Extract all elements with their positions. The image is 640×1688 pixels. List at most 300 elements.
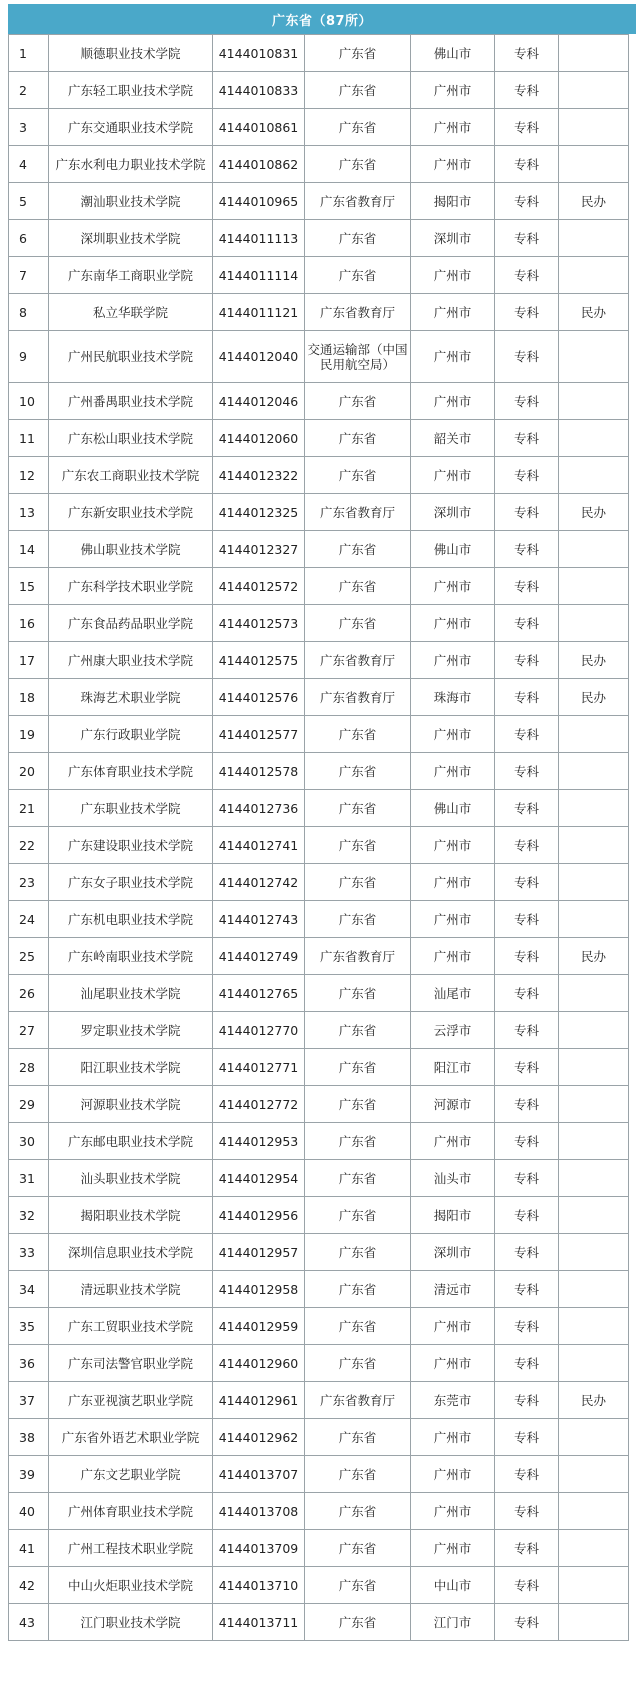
- level-cell: 专科: [495, 1308, 559, 1345]
- row-index-cell: 32: [9, 1197, 49, 1234]
- college-name-cell: 罗定职业技术学院: [49, 1012, 213, 1049]
- college-code-cell: 4144012743: [213, 901, 305, 938]
- table-row: [9, 494, 629, 531]
- table-row: [9, 605, 629, 642]
- authority-cell: 广东省: [305, 109, 411, 146]
- college-name-cell: 阳江职业技术学院: [49, 1049, 213, 1086]
- row-index-cell: 24: [9, 901, 49, 938]
- row-index-cell: 31: [9, 1160, 49, 1197]
- college-name-cell: 珠海艺术职业学院: [49, 679, 213, 716]
- city-cell: 河源市: [411, 1086, 495, 1123]
- authority-cell: 广东省: [305, 716, 411, 753]
- remark-cell: [559, 1419, 629, 1456]
- college-code-cell: 4144012953: [213, 1123, 305, 1160]
- table-row: [9, 1567, 629, 1604]
- city-cell: 韶关市: [411, 420, 495, 457]
- table-row: [9, 790, 629, 827]
- level-cell: 专科: [495, 975, 559, 1012]
- table-row: [9, 1604, 629, 1641]
- remark-cell: [559, 716, 629, 753]
- table-row: [9, 901, 629, 938]
- city-cell: 深圳市: [411, 220, 495, 257]
- college-name-cell: 广东轻工职业技术学院: [49, 72, 213, 109]
- level-cell: 专科: [495, 1197, 559, 1234]
- authority-cell: 广东省教育厅: [305, 294, 411, 331]
- authority-cell: 广东省: [305, 220, 411, 257]
- level-cell: 专科: [495, 1234, 559, 1271]
- authority-cell: 广东省: [305, 1049, 411, 1086]
- city-cell: 广州市: [411, 938, 495, 975]
- city-cell: 广州市: [411, 1123, 495, 1160]
- remark-cell: [559, 1234, 629, 1271]
- level-cell: 专科: [495, 1345, 559, 1382]
- table-row: [9, 1234, 629, 1271]
- remark-cell: 民办: [559, 183, 629, 220]
- row-index-cell: 9: [9, 331, 49, 383]
- level-cell: 专科: [495, 383, 559, 420]
- college-name-cell: 广东食品药品职业学院: [49, 605, 213, 642]
- college-name-cell: 广州体育职业技术学院: [49, 1493, 213, 1530]
- table-row: [9, 1308, 629, 1345]
- table-row: [9, 35, 629, 72]
- city-cell: 汕头市: [411, 1160, 495, 1197]
- authority-cell: 广东省教育厅: [305, 642, 411, 679]
- remark-cell: [559, 901, 629, 938]
- authority-cell: 广东省: [305, 35, 411, 72]
- city-cell: 珠海市: [411, 679, 495, 716]
- college-code-cell: 4144012765: [213, 975, 305, 1012]
- college-name-cell: 广东文艺职业学院: [49, 1456, 213, 1493]
- table-row: [9, 257, 629, 294]
- table-row: [9, 331, 629, 383]
- row-index-cell: 37: [9, 1382, 49, 1419]
- level-cell: 专科: [495, 531, 559, 568]
- college-code-cell: 4144012576: [213, 679, 305, 716]
- college-code-cell: 4144012960: [213, 1345, 305, 1382]
- authority-cell: 广东省: [305, 1456, 411, 1493]
- authority-cell: 广东省: [305, 753, 411, 790]
- college-name-cell: 潮汕职业技术学院: [49, 183, 213, 220]
- row-index-cell: 19: [9, 716, 49, 753]
- authority-cell: 广东省教育厅: [305, 183, 411, 220]
- table-row: [9, 294, 629, 331]
- authority-cell: 广东省: [305, 1271, 411, 1308]
- table-row: [9, 568, 629, 605]
- college-code-cell: 4144011113: [213, 220, 305, 257]
- table-row: [9, 1123, 629, 1160]
- city-cell: 广州市: [411, 331, 495, 383]
- college-name-cell: 广州工程技术职业学院: [49, 1530, 213, 1567]
- row-index-cell: 10: [9, 383, 49, 420]
- authority-cell: 广东省: [305, 383, 411, 420]
- table-row: [9, 827, 629, 864]
- authority-cell: 广东省: [305, 1419, 411, 1456]
- city-cell: 广州市: [411, 753, 495, 790]
- college-name-cell: 广东建设职业技术学院: [49, 827, 213, 864]
- remark-cell: 民办: [559, 1382, 629, 1419]
- authority-cell: 广东省: [305, 72, 411, 109]
- row-index-cell: 20: [9, 753, 49, 790]
- remark-cell: [559, 753, 629, 790]
- remark-cell: [559, 1271, 629, 1308]
- city-cell: 广州市: [411, 1530, 495, 1567]
- table-row: [9, 72, 629, 109]
- college-code-cell: 4144012957: [213, 1234, 305, 1271]
- authority-cell: 广东省: [305, 827, 411, 864]
- college-name-cell: 顺德职业技术学院: [49, 35, 213, 72]
- city-cell: 广州市: [411, 383, 495, 420]
- college-code-cell: 4144010833: [213, 72, 305, 109]
- table-row: [9, 1197, 629, 1234]
- college-code-cell: 4144012741: [213, 827, 305, 864]
- city-cell: 广州市: [411, 294, 495, 331]
- city-cell: 广州市: [411, 146, 495, 183]
- table-row: [9, 975, 629, 1012]
- college-name-cell: 广东行政职业学院: [49, 716, 213, 753]
- city-cell: 云浮市: [411, 1012, 495, 1049]
- remark-cell: [559, 864, 629, 901]
- city-cell: 广州市: [411, 72, 495, 109]
- level-cell: 专科: [495, 1012, 559, 1049]
- remark-cell: 民办: [559, 494, 629, 531]
- level-cell: 专科: [495, 257, 559, 294]
- row-index-cell: 4: [9, 146, 49, 183]
- authority-cell: 广东省: [305, 420, 411, 457]
- authority-cell: 广东省: [305, 568, 411, 605]
- college-code-cell: 4144012325: [213, 494, 305, 531]
- authority-cell: 广东省: [305, 1493, 411, 1530]
- level-cell: 专科: [495, 220, 559, 257]
- remark-cell: [559, 531, 629, 568]
- college-name-cell: 广东邮电职业技术学院: [49, 1123, 213, 1160]
- college-code-cell: 4144012736: [213, 790, 305, 827]
- college-code-cell: 4144013709: [213, 1530, 305, 1567]
- college-code-cell: 4144013708: [213, 1493, 305, 1530]
- table-row: [9, 420, 629, 457]
- college-code-cell: 4144010861: [213, 109, 305, 146]
- college-code-cell: 4144012040: [213, 331, 305, 383]
- college-name-cell: 广东女子职业技术学院: [49, 864, 213, 901]
- table-row: [9, 1456, 629, 1493]
- remark-cell: [559, 383, 629, 420]
- row-index-cell: 3: [9, 109, 49, 146]
- remark-cell: [559, 331, 629, 383]
- authority-cell: 广东省: [305, 864, 411, 901]
- college-code-cell: 4144013711: [213, 1604, 305, 1641]
- city-cell: 广州市: [411, 827, 495, 864]
- level-cell: 专科: [495, 457, 559, 494]
- college-name-cell: 广东新安职业技术学院: [49, 494, 213, 531]
- remark-cell: 民办: [559, 679, 629, 716]
- college-code-cell: 4144012956: [213, 1197, 305, 1234]
- row-index-cell: 16: [9, 605, 49, 642]
- remark-cell: 民办: [559, 294, 629, 331]
- level-cell: 专科: [495, 1086, 559, 1123]
- table-row: [9, 1530, 629, 1567]
- authority-cell: 广东省: [305, 1197, 411, 1234]
- level-cell: 专科: [495, 716, 559, 753]
- city-cell: 广州市: [411, 1419, 495, 1456]
- city-cell: 广州市: [411, 457, 495, 494]
- row-index-cell: 34: [9, 1271, 49, 1308]
- table-row: [9, 938, 629, 975]
- college-code-cell: 4144012322: [213, 457, 305, 494]
- remark-cell: [559, 146, 629, 183]
- college-list: [8, 4, 636, 1641]
- level-cell: 专科: [495, 1271, 559, 1308]
- college-code-cell: 4144012770: [213, 1012, 305, 1049]
- authority-cell: 广东省: [305, 1567, 411, 1604]
- authority-cell: 广东省: [305, 1345, 411, 1382]
- authority-cell: 广东省: [305, 1234, 411, 1271]
- table-row: [9, 1271, 629, 1308]
- level-cell: 专科: [495, 494, 559, 531]
- authority-cell: 广东省教育厅: [305, 1382, 411, 1419]
- row-index-cell: 6: [9, 220, 49, 257]
- row-index-cell: 42: [9, 1567, 49, 1604]
- city-cell: 揭阳市: [411, 183, 495, 220]
- level-cell: 专科: [495, 1382, 559, 1419]
- row-index-cell: 12: [9, 457, 49, 494]
- row-index-cell: 41: [9, 1530, 49, 1567]
- college-code-cell: 4144012958: [213, 1271, 305, 1308]
- row-index-cell: 23: [9, 864, 49, 901]
- city-cell: 广州市: [411, 109, 495, 146]
- row-index-cell: 18: [9, 679, 49, 716]
- college-code-cell: 4144010965: [213, 183, 305, 220]
- row-index-cell: 29: [9, 1086, 49, 1123]
- remark-cell: [559, 35, 629, 72]
- remark-cell: [559, 72, 629, 109]
- college-code-cell: 4144012771: [213, 1049, 305, 1086]
- row-index-cell: 39: [9, 1456, 49, 1493]
- college-name-cell: 广州民航职业技术学院: [49, 331, 213, 383]
- college-name-cell: 汕头职业技术学院: [49, 1160, 213, 1197]
- table-row: [9, 1012, 629, 1049]
- college-name-cell: 汕尾职业技术学院: [49, 975, 213, 1012]
- college-name-cell: 广东农工商职业技术学院: [49, 457, 213, 494]
- authority-cell: 广东省: [305, 1530, 411, 1567]
- college-name-cell: 广东水利电力职业技术学院: [49, 146, 213, 183]
- row-index-cell: 2: [9, 72, 49, 109]
- authority-cell: 广东省: [305, 1604, 411, 1641]
- remark-cell: [559, 1493, 629, 1530]
- row-index-cell: 15: [9, 568, 49, 605]
- row-index-cell: 27: [9, 1012, 49, 1049]
- city-cell: 广州市: [411, 901, 495, 938]
- level-cell: 专科: [495, 183, 559, 220]
- college-name-cell: 广东岭南职业技术学院: [49, 938, 213, 975]
- college-code-cell: 4144012327: [213, 531, 305, 568]
- remark-cell: 民办: [559, 938, 629, 975]
- authority-cell: 广东省: [305, 1086, 411, 1123]
- authority-cell: 广东省: [305, 457, 411, 494]
- college-name-cell: 广东机电职业技术学院: [49, 901, 213, 938]
- authority-cell: 广东省: [305, 975, 411, 1012]
- authority-cell: 广东省教育厅: [305, 494, 411, 531]
- table-row: [9, 220, 629, 257]
- table-row: [9, 1345, 629, 1382]
- row-index-cell: 1: [9, 35, 49, 72]
- table-row: [9, 1049, 629, 1086]
- college-code-cell: 4144010862: [213, 146, 305, 183]
- authority-cell: 广东省: [305, 257, 411, 294]
- row-index-cell: 28: [9, 1049, 49, 1086]
- remark-cell: [559, 457, 629, 494]
- authority-cell: 广东省教育厅: [305, 679, 411, 716]
- remark-cell: [559, 1197, 629, 1234]
- city-cell: 佛山市: [411, 790, 495, 827]
- row-index-cell: 22: [9, 827, 49, 864]
- table-row: [9, 1419, 629, 1456]
- city-cell: 揭阳市: [411, 1197, 495, 1234]
- city-cell: 广州市: [411, 1456, 495, 1493]
- college-code-cell: 4144012060: [213, 420, 305, 457]
- authority-cell: 广东省: [305, 605, 411, 642]
- remark-cell: [559, 1012, 629, 1049]
- table-row: [9, 753, 629, 790]
- level-cell: 专科: [495, 938, 559, 975]
- level-cell: 专科: [495, 1160, 559, 1197]
- level-cell: 专科: [495, 35, 559, 72]
- city-cell: 清远市: [411, 1271, 495, 1308]
- college-name-cell: 广东南华工商职业学院: [49, 257, 213, 294]
- college-name-cell: 揭阳职业技术学院: [49, 1197, 213, 1234]
- city-cell: 广州市: [411, 1493, 495, 1530]
- remark-cell: [559, 827, 629, 864]
- college-code-cell: 4144010831: [213, 35, 305, 72]
- level-cell: 专科: [495, 146, 559, 183]
- college-name-cell: 广东省外语艺术职业学院: [49, 1419, 213, 1456]
- row-index-cell: 43: [9, 1604, 49, 1641]
- city-cell: 深圳市: [411, 494, 495, 531]
- level-cell: 专科: [495, 679, 559, 716]
- college-name-cell: 佛山职业技术学院: [49, 531, 213, 568]
- authority-cell: 广东省教育厅: [305, 938, 411, 975]
- college-name-cell: 广东科学技术职业学院: [49, 568, 213, 605]
- college-code-cell: 4144012575: [213, 642, 305, 679]
- remark-cell: [559, 257, 629, 294]
- college-name-cell: 广东体育职业技术学院: [49, 753, 213, 790]
- row-index-cell: 40: [9, 1493, 49, 1530]
- college-code-cell: 4144013710: [213, 1567, 305, 1604]
- table-row: [9, 679, 629, 716]
- row-index-cell: 21: [9, 790, 49, 827]
- college-code-cell: 4144011114: [213, 257, 305, 294]
- remark-cell: [559, 790, 629, 827]
- remark-cell: [559, 975, 629, 1012]
- level-cell: 专科: [495, 1530, 559, 1567]
- table-row: [9, 383, 629, 420]
- table-row: [9, 531, 629, 568]
- authority-cell: 广东省: [305, 1308, 411, 1345]
- college-code-cell: 4144012742: [213, 864, 305, 901]
- city-cell: 江门市: [411, 1604, 495, 1641]
- college-name-cell: 深圳职业技术学院: [49, 220, 213, 257]
- college-code-cell: 4144012961: [213, 1382, 305, 1419]
- college-code-cell: 4144012046: [213, 383, 305, 420]
- college-name-cell: 中山火炬职业技术学院: [49, 1567, 213, 1604]
- remark-cell: [559, 1086, 629, 1123]
- level-cell: 专科: [495, 420, 559, 457]
- row-index-cell: 25: [9, 938, 49, 975]
- college-code-cell: 4144012577: [213, 716, 305, 753]
- row-index-cell: 17: [9, 642, 49, 679]
- remark-cell: 民办: [559, 642, 629, 679]
- college-code-cell: 4144011121: [213, 294, 305, 331]
- college-code-cell: 4144012572: [213, 568, 305, 605]
- remark-cell: [559, 1530, 629, 1567]
- remark-cell: [559, 109, 629, 146]
- table-row: [9, 642, 629, 679]
- college-name-cell: 私立华联学院: [49, 294, 213, 331]
- row-index-cell: 26: [9, 975, 49, 1012]
- remark-cell: [559, 568, 629, 605]
- level-cell: 专科: [495, 1456, 559, 1493]
- level-cell: 专科: [495, 109, 559, 146]
- college-name-cell: 广州番禺职业技术学院: [49, 383, 213, 420]
- city-cell: 广州市: [411, 642, 495, 679]
- college-name-cell: 江门职业技术学院: [49, 1604, 213, 1641]
- college-name-cell: 广东交通职业技术学院: [49, 109, 213, 146]
- college-name-cell: 清远职业技术学院: [49, 1271, 213, 1308]
- table-row: [9, 109, 629, 146]
- table-row: [9, 457, 629, 494]
- row-index-cell: 30: [9, 1123, 49, 1160]
- city-cell: 深圳市: [411, 1234, 495, 1271]
- table-row: [9, 716, 629, 753]
- city-cell: 东莞市: [411, 1382, 495, 1419]
- college-code-cell: 4144012573: [213, 605, 305, 642]
- authority-cell: 广东省: [305, 901, 411, 938]
- level-cell: 专科: [495, 1604, 559, 1641]
- city-cell: 广州市: [411, 605, 495, 642]
- remark-cell: [559, 1567, 629, 1604]
- row-index-cell: 8: [9, 294, 49, 331]
- remark-cell: [559, 605, 629, 642]
- city-cell: 佛山市: [411, 35, 495, 72]
- table-row: [9, 1086, 629, 1123]
- level-cell: 专科: [495, 605, 559, 642]
- city-cell: 广州市: [411, 1308, 495, 1345]
- table-row: [9, 183, 629, 220]
- table-row: [9, 1382, 629, 1419]
- college-code-cell: 4144012749: [213, 938, 305, 975]
- level-cell: 专科: [495, 753, 559, 790]
- city-cell: 广州市: [411, 864, 495, 901]
- city-cell: 汕尾市: [411, 975, 495, 1012]
- row-index-cell: 13: [9, 494, 49, 531]
- city-cell: 阳江市: [411, 1049, 495, 1086]
- college-name-cell: 广东松山职业技术学院: [49, 420, 213, 457]
- college-code-cell: 4144012962: [213, 1419, 305, 1456]
- college-code-cell: 4144013707: [213, 1456, 305, 1493]
- table-row: [9, 146, 629, 183]
- row-index-cell: 33: [9, 1234, 49, 1271]
- table-row: [9, 864, 629, 901]
- college-code-cell: 4144012578: [213, 753, 305, 790]
- college-name-cell: 河源职业技术学院: [49, 1086, 213, 1123]
- authority-cell: 交通运输部（中国民用航空局）: [305, 331, 411, 383]
- table-row: [9, 1493, 629, 1530]
- city-cell: 佛山市: [411, 531, 495, 568]
- city-cell: 广州市: [411, 568, 495, 605]
- remark-cell: [559, 1308, 629, 1345]
- authority-cell: 广东省: [305, 790, 411, 827]
- remark-cell: [559, 1123, 629, 1160]
- college-name-cell: 深圳信息职业技术学院: [49, 1234, 213, 1271]
- college-name-cell: 广州康大职业技术学院: [49, 642, 213, 679]
